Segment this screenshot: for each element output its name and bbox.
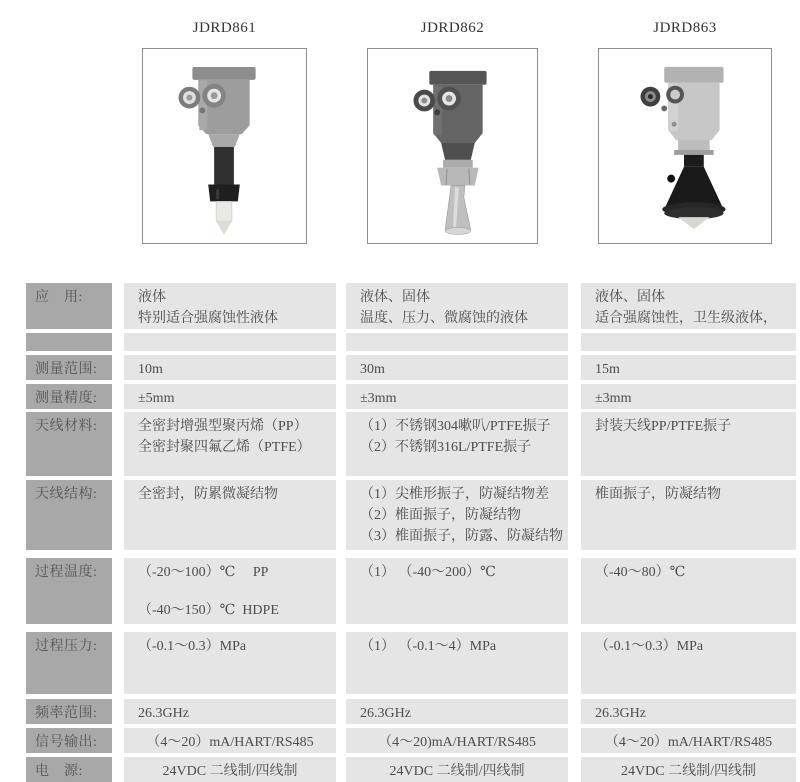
product-photo-jdrd862-horn-antenna bbox=[368, 48, 537, 244]
cell-line: （3）椎面振子，防露、防凝结物 bbox=[360, 529, 563, 544]
cell-signal-output-jdrd862 bbox=[346, 728, 568, 753]
cell-line: 椎面振子，防凝结物 bbox=[595, 487, 721, 502]
cell-line: ±5mm bbox=[138, 391, 175, 406]
row-label-text: 天线结构: bbox=[35, 487, 98, 502]
row-label-antenna-material bbox=[26, 412, 112, 476]
spec-row-antenna-structure bbox=[26, 480, 796, 550]
cell-blank-jdrd863 bbox=[581, 333, 796, 351]
cell-line: 封装天线PP/PTFE振子 bbox=[595, 419, 732, 434]
cell-antenna-material-jdrd862 bbox=[346, 412, 568, 476]
spec-table bbox=[26, 283, 796, 782]
row-label-text: 过程压力: bbox=[35, 639, 98, 654]
cell-line: 24VDC 二线制/四线制 bbox=[389, 764, 525, 779]
cell-line: 特别适合强腐蚀性液体 bbox=[138, 311, 278, 326]
cell-line: （-0.1～0.3）MPa bbox=[138, 639, 247, 654]
cell-line: （-20～100）℃ PP bbox=[138, 565, 269, 580]
cell-line: 全密封增强型聚丙烯（PP） bbox=[138, 419, 308, 434]
cell-application-jdrd861 bbox=[124, 283, 336, 329]
cell-signal-output-jdrd861 bbox=[124, 728, 336, 753]
cell-process-temperature-jdrd863 bbox=[581, 558, 796, 624]
cell-line: 全密封聚四氟乙烯（PTFE） bbox=[138, 440, 311, 455]
cell-line: （1）尖椎形振子，防凝结物差 bbox=[360, 487, 549, 502]
product-title-jdrd862: JDRD862 bbox=[420, 20, 485, 36]
cell-power-jdrd862 bbox=[346, 757, 568, 782]
cell-accuracy-jdrd862 bbox=[346, 384, 568, 409]
cell-range-jdrd861 bbox=[124, 355, 336, 380]
cell-process-pressure-jdrd862 bbox=[346, 632, 568, 694]
cell-line: 适合强腐蚀性，卫生级液体， bbox=[595, 311, 777, 326]
row-label-application bbox=[26, 283, 112, 329]
cell-line: （2）椎面振子，防凝结物 bbox=[360, 508, 521, 523]
cell-line: （1） （-40～200）℃ bbox=[360, 565, 496, 580]
cell-line: 24VDC 二线制/四线制 bbox=[162, 764, 298, 779]
row-label-text: 测量精度: bbox=[35, 391, 98, 406]
cell-antenna-material-jdrd861 bbox=[124, 412, 336, 476]
cell-range-jdrd863 bbox=[581, 355, 796, 380]
cell-line: （4～20）mA/HART/RS485 bbox=[146, 735, 314, 750]
cell-frequency-jdrd862 bbox=[346, 699, 568, 724]
cell-line: （-40～150）℃ HDPE bbox=[138, 603, 279, 618]
cell-line: （2）不锈钢316L/PTFE振子 bbox=[360, 440, 532, 455]
cell-frequency-jdrd863 bbox=[581, 699, 796, 724]
spec-row-signal-output bbox=[26, 728, 796, 753]
cell-range-jdrd862 bbox=[346, 355, 568, 380]
cell-process-temperature-jdrd861 bbox=[124, 558, 336, 624]
cell-process-pressure-jdrd861 bbox=[124, 632, 336, 694]
cell-accuracy-jdrd861 bbox=[124, 384, 336, 409]
row-label-power bbox=[26, 757, 112, 782]
cell-line: （4～20）mA/HART/RS485 bbox=[604, 735, 773, 750]
row-label-antenna-structure bbox=[26, 480, 112, 550]
cell-line: ±3mm bbox=[595, 391, 632, 406]
spec-row-blank bbox=[26, 333, 796, 351]
spec-row-range bbox=[26, 355, 796, 380]
cell-line: （1） （-0.1～4）MPa bbox=[360, 639, 497, 654]
product-gallery bbox=[0, 0, 800, 283]
spec-row-antenna-material bbox=[26, 412, 796, 476]
row-label-process-temperature bbox=[26, 558, 112, 624]
cell-blank-jdrd862 bbox=[346, 333, 568, 351]
spec-row-process-temperature bbox=[26, 558, 796, 624]
cell-line: 10m bbox=[138, 362, 163, 377]
cell-line: 26.3GHz bbox=[138, 706, 189, 721]
row-label-text: 频率范围: bbox=[35, 706, 98, 721]
cell-line: 26.3GHz bbox=[360, 706, 411, 721]
spec-row-application bbox=[26, 283, 796, 329]
cell-line: 温度、压力、微腐蚀的液体 bbox=[360, 311, 528, 326]
spec-row-frequency bbox=[26, 699, 796, 724]
row-label-text: 天线材料: bbox=[35, 419, 98, 434]
cell-accuracy-jdrd863 bbox=[581, 384, 796, 409]
row-label-text: 过程温度: bbox=[35, 565, 98, 580]
cell-antenna-structure-jdrd861 bbox=[124, 480, 336, 550]
cell-line: 液体、固体 bbox=[595, 290, 665, 305]
cell-line: （1）不锈钢304嗽叭/PTFE振子 bbox=[360, 419, 551, 434]
cell-process-pressure-jdrd863 bbox=[581, 632, 796, 694]
product-title-jdrd861: JDRD861 bbox=[192, 20, 257, 36]
cell-application-jdrd862 bbox=[346, 283, 568, 329]
row-label-text: 信号输出: bbox=[35, 735, 98, 750]
row-label-range bbox=[26, 355, 112, 380]
cell-antenna-structure-jdrd862 bbox=[346, 480, 568, 550]
row-label-blank bbox=[26, 333, 112, 351]
row-label-signal-output bbox=[26, 728, 112, 753]
cell-line: 24VDC 二线制/四线制 bbox=[621, 764, 756, 779]
cell-line: 液体 bbox=[138, 290, 166, 305]
product-image-box-jdrd863 bbox=[598, 48, 772, 244]
cell-line: （4～20)mA/HART/RS485 bbox=[378, 735, 536, 750]
cell-antenna-material-jdrd863 bbox=[581, 412, 796, 476]
spec-row-accuracy bbox=[26, 384, 796, 409]
cell-application-jdrd863 bbox=[581, 283, 796, 329]
cell-line: 全密封，防累微凝结物 bbox=[138, 487, 278, 502]
cell-signal-output-jdrd863 bbox=[581, 728, 796, 753]
row-label-accuracy bbox=[26, 384, 112, 409]
cell-line: 26.3GHz bbox=[595, 706, 646, 721]
row-label-text: 电 源: bbox=[35, 764, 83, 779]
cell-line: （-0.1～0.3）MPa bbox=[595, 639, 704, 654]
row-label-text: 测量范围: bbox=[35, 362, 98, 377]
cell-power-jdrd861 bbox=[124, 757, 336, 782]
cell-power-jdrd863 bbox=[581, 757, 796, 782]
cell-process-temperature-jdrd862 bbox=[346, 558, 568, 624]
row-label-text: 应 用: bbox=[35, 290, 83, 305]
cell-line: ±3mm bbox=[360, 391, 397, 406]
cell-line: 15m bbox=[595, 362, 620, 377]
product-photo-jdrd861-rod-antenna bbox=[143, 50, 306, 243]
product-image-box-jdrd861 bbox=[142, 48, 307, 244]
spec-row-power bbox=[26, 757, 796, 782]
cell-line: 液体、固体 bbox=[360, 290, 430, 305]
cell-blank-jdrd861 bbox=[124, 333, 336, 351]
cell-frequency-jdrd861 bbox=[124, 699, 336, 724]
product-photo-jdrd863-cone-antenna bbox=[599, 48, 771, 244]
product-title-jdrd863: JDRD863 bbox=[653, 20, 717, 36]
cell-antenna-structure-jdrd863 bbox=[581, 480, 796, 550]
cell-line: 30m bbox=[360, 362, 385, 377]
row-label-frequency bbox=[26, 699, 112, 724]
row-label-process-pressure bbox=[26, 632, 112, 694]
cell-line: （-40～80）℃ bbox=[595, 565, 686, 580]
spec-row-process-pressure bbox=[26, 632, 796, 694]
product-image-box-jdrd862 bbox=[367, 48, 538, 244]
